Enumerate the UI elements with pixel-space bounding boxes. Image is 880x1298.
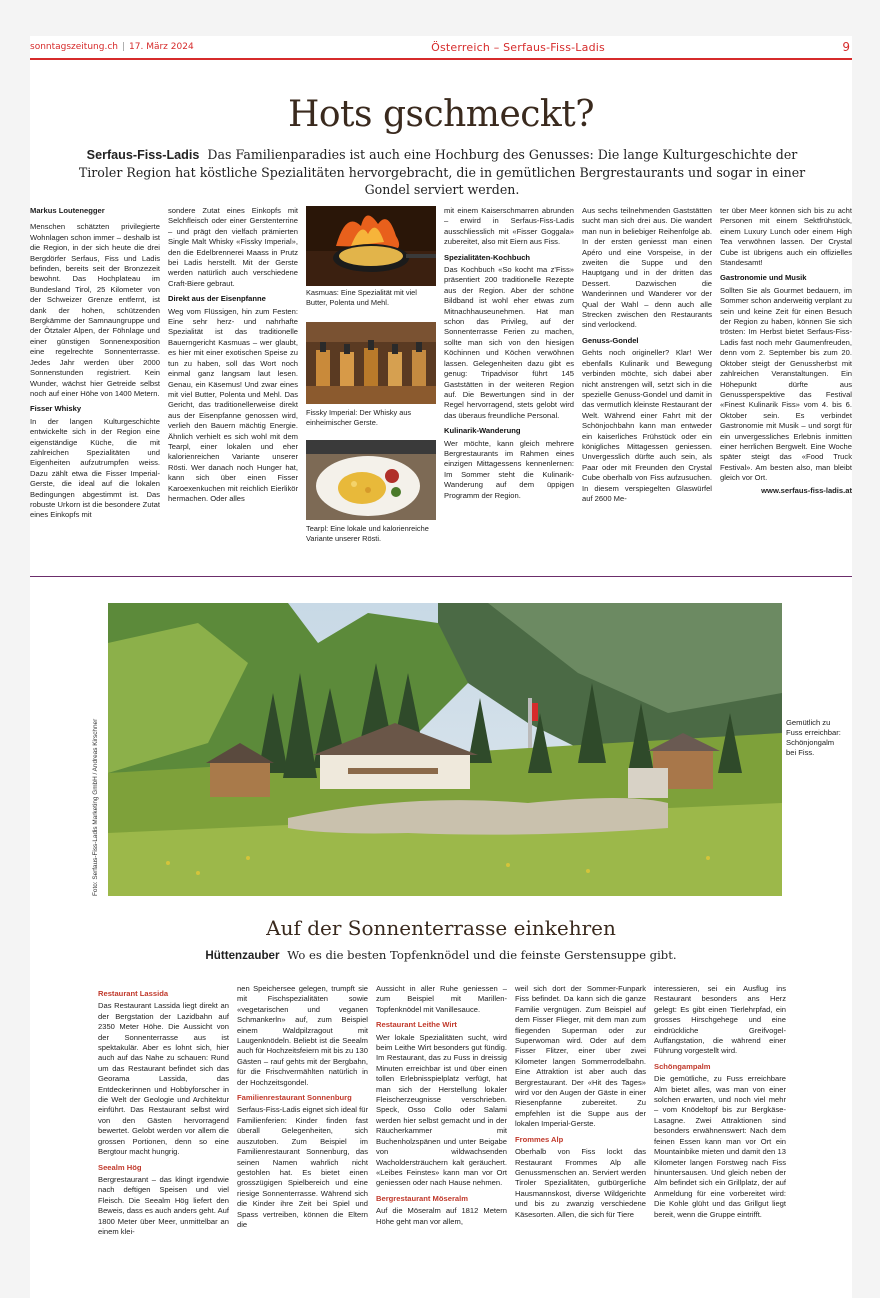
article2-column-3 xyxy=(376,984,507,1294)
subheading: Spezialitäten-Kochbuch xyxy=(444,252,531,262)
whisky-photo xyxy=(306,322,436,404)
subheading: Direkt aus der Eisenpfanne xyxy=(168,294,266,304)
photo-caption: Gemütlich zu Fuss erreichbar: Schönjongalm bei Fiss. xyxy=(786,718,841,757)
article2-column-1 xyxy=(98,984,229,1294)
subheading: Fisser Whisky xyxy=(30,404,82,414)
body-text: nen Speichersee gelegen, trumpft sie mit Fischspezialitäten sowie «vegetarischen und veganen Schmankerln» auf, zum Beispiel einem Waldpilzragout mit Laugenknödeln. Beliebt ist die Seealm auch für Hochzeitsfeiern mit bis zu 130 Gästen – rauf gehts mit der Bergbahn, für die Frischvermählten natürlich in der Hochzeitsgondel. xyxy=(237,984,368,1087)
body-text: Aussicht in aller Ruhe geniessen – zum Beispiel mit Marillen-Topfenknödel mit Vanillesauce. xyxy=(376,984,507,1014)
body-text: Aus sechs teilnehmenden Gaststätten sucht man sich drei aus. Die wandert man nun in beliebiger Reihenfolge ab. In der ersten geniesst man einen Apéro und eine Vorspeise, in der zweiten die Suppe und den Hauptgang und in der dritten das Dessert. Dazwischen die Wanderinnen und Wanderer vor der Qual der Wahl – denn auch alle Strecken zwischen den Restaurants sind verlockend. xyxy=(582,206,712,330)
restaurant-name: Bergrestaurant Möseralm xyxy=(376,1193,469,1203)
article2-column-5 xyxy=(654,984,786,1294)
body-text: Sollten Sie als Gourmet bedauern, im Sommer schon anderweitig verplant zu sein und keine Zeit für einen Besuch der Region zu haben, können Sie sich trösten: Im Herbst bietet Serfaus-Fiss-Ladis fast noch mehr Gaumenfreuden, denn vom 2. September bis zum 20. Oktober steigt der Genussherbst mit zahlreichen Veranstaltungen. Ein Höhepunkt dürfte aus Genussperspektive das Festival «Finest Kulinarik Fiss» vom 4. bis 6. Oktober sein. Es verbindet Gastronomie mit Musik – und sorgt für ein unvergessliches Erlebnis inmitten einer herrlichen Bergwelt. Eine Woche später steigt das «Food Truck Festival». Am besten also, man bleibt gleich vor Ort. xyxy=(720,285,852,483)
section-title: Österreich – Serfaus-Fiss-Ladis xyxy=(431,40,605,54)
page-header xyxy=(30,36,852,60)
alm-landscape-photo xyxy=(108,603,782,896)
article-column-6 xyxy=(720,206,852,556)
restaurant-name: Frommes Alp xyxy=(515,1134,564,1144)
body-text: Bergrestaurant – das klingt irgendwie nach deftigen Speisen und viel Fleisch. Die Seealm Hög liefert den Beweis, dass es auch anders geht. Auf 1800 Meter über Meer, unmittelbar an einem klei- xyxy=(98,1174,229,1236)
photo-credit: Foto: Serfaus-Fiss-Ladis Marketing GmbH / Andreas Kirschner xyxy=(92,718,99,896)
article2-lead xyxy=(30,948,852,962)
body-text: interessieren, sei ein Ausflug ins Restaurant besonders ans Herz gelegt: Es gibt einen Tierlehrpfad, ein grosses Hirschgehege und eine eindrückliche Greifvogel-Auffangstation, die während einer Führung vorgestellt wird. xyxy=(654,984,786,1056)
restaurant-name: Familienrestaurant Sonnenburg xyxy=(237,1093,352,1103)
restaurant-name: Schöngampalm xyxy=(654,1061,711,1071)
photo-caption: Kasmuas: Eine Spezialität mit viel Butter, Polenta und Mehl. xyxy=(306,288,417,307)
issue-date: 17. März 2024 xyxy=(129,42,194,52)
author-name: Markus Loutenegger xyxy=(30,206,105,215)
body-text: Wer möchte, kann gleich mehrere Bergrestaurants im Rahmen eines einzigen Mittagessens kennenlernen: Im Sommer steht die Kulinarik-Wanderung auf dem üppigen Programm der Region. xyxy=(444,438,574,500)
body-text: In der langen Kulturgeschichte entwickelte sich in der Region eine eigenständige Küche, die mit zahlreichen Spezialitäten und Eigenheiten aufzutrumpfen weiss. Dazu zählt etwa die Fisser Imperial-Gerste, die ideal auf die lokalen Bedingungen abgestimmt ist. Das robuste Urkorn ist die besondere Zutat eines Einkopfs mit xyxy=(30,416,160,520)
article-column-1 xyxy=(30,206,160,556)
subheading: Kulinarik-Wanderung xyxy=(444,426,521,436)
restaurant-name: Restaurant Lassida xyxy=(98,989,169,998)
newspaper-page xyxy=(30,36,852,1298)
photo-caption: Fissky Imperial: Der Whisky aus einheimischer Gerste. xyxy=(306,408,412,427)
website-link[interactable]: www.serfaus-fiss-ladis.at xyxy=(761,485,852,495)
article2-column-2 xyxy=(237,984,368,1294)
article-lead xyxy=(66,146,818,198)
subheading: Gastronomie und Musik xyxy=(720,273,807,283)
body-text: Die gemütliche, zu Fuss erreichbare Alm bietet alles, was man von einer solchen erwarten, und noch viel mehr – vom Knödeltopf bis zur Bergkäse-Lasagne. Zwei Attraktionen sind besonders erwähnenswert: Nach dem feinen Essen kann man vor Ort ein Mountainbike mieten und damit den 13 Kilometer langen Forstweg nach Fiss hinuntersausen. Und gleich neben der Alm befindet sich ein Grillplatz, der auf Anmeldung für eine vorbereitet wird: Die Kohle glüht und das Grillgut liegt bereit, wenn die Gruppe eintrifft. xyxy=(654,1074,786,1219)
body-text: Das Kochbuch «So kocht ma z'Fiss» präsentiert 200 traditionelle Rezepte aus der Region. Aber der schöne Bildband ist wohl eher etwas zum Mitnachhauseunehmen. Hat man schon das Privileg, auf der Sonnenterrasse Ferien zu machen, sollte man sich von den hiesigen Köchinnen und Köchen verwöhnen lassen. Gelegenheiten dazu gibt es genug: Tripadvisor führt 145 Gaststätten in der weiteren Region auf. Die Bewertungen sind in der Regel hervorragend, stets gelobt wird das überaus freundliche Personal. xyxy=(444,265,574,420)
body-text: Weg vom Flüssigen, hin zum Festen: Eine sehr herz- und nahrhafte Spezialität ist das traditionelle Bauerngericht Kasmuas – wer glaubt, es hier mit einer exotischen Speise zu tun zu haben, soll das Wort noch einmal ganz langsam laut lesen. Genau, ein Käsemus! Und zwar eines mit viel Butter, Polenta und Mehl. Das Gericht, das traditionellerweise direkt aus der Eisenpfanne genossen wird, verlieh den Bauern mächtig Energie. Ähnlich verhielt es sich wohl mit dem Tearpl, einer lokalen und eher kalorienreichen Variante unserer Rösti. Wer danach noch Hunger hat, kann sich über einen Fisser Karoexenkuchen mit reichlich Eierlikör hermachen. Oder alles xyxy=(168,306,298,503)
lead-text: Das Familienparadies ist auch eine Hochburg des Genusses: Die lange Kulturgeschichte der Tiroler Region hat köstliche Spezialitäten hervorgebracht, die in gemütlichen Bergrestaurants und sogar in einer Gondel serviert werden. xyxy=(78,147,806,197)
article2-column-4 xyxy=(515,984,646,1294)
article-title: Hots gschmeckt? xyxy=(287,94,594,135)
body-text: Gehts noch origineller? Klar! Wer ebenfalls Kulinarik und Bewegung verbinden möchte, sich dabei aber nicht anstrengen will, setzt sich in die spezielle Genuss-Gondel und damit in das vermutlich kleinste Restaurant der Welt. Während einer Fahrt mit der Schönjochbahn kann man entweder ein kaiserliches Frühstück oder ein königliches Mittagessen geniessen. Unvergesslich dürfte auch sein, als Paar oder mit Freunden den Crystal Cube oberhalb von Fiss aufzusuchen. In diesem verspiegelten Glaswürfel auf 2600 Me- xyxy=(582,348,712,503)
section-divider xyxy=(30,576,852,577)
kasmuas-photo xyxy=(306,206,436,286)
article2-title: Auf der Sonnenterrasse einkehren xyxy=(266,916,616,940)
restaurant-name: Seealm Hög xyxy=(98,1162,142,1172)
lead-text: Wo es die besten Topfenknödel und die feinste Gerstensuppe gibt. xyxy=(287,948,677,962)
body-text: Menschen schätzten privilegierte Wohnlagen schon immer – deshalb ist die Region, in der sich heute die drei Bergdörfer Serfaus, Fiss und Ladis befinden, bereits seit der Bronzezeit bewohnt. Das Hochplateau im Bundesland Tirol, 25 Kilometer von der Schweizer Grenze entfernt, ist dank der hohen, schützenden Bergkämme der Samnaungruppe und der Ötztaler Alpen, der Föhnlage und einer günstigen Sonnenexposition eine regelrechte Sonnenterrasse. Jedes Jahr werden über 2000 Sonnenstunden registriert. Kein Wunder, wächst hier Getreide selbst noch auf einer Höhe von 1400 Metern. xyxy=(30,222,160,398)
body-text: sondere Zutat eines Einkopfs mit Selchfleisch oder einer Gerstenterrine – und prägt den vielfach prämierten Single Malt Whisky «Fissky Imperial», den die Edelbrennerei Maass in Prutz bei Ladis herstellt. Mit der Gerste werden natürlich auch verschiedene Craft-Biere gebraut. xyxy=(168,206,298,288)
body-text: ter über Meer können sich bis zu acht Personen mit einem Sektfrühstück, einem Luxury Lunch oder einem High Tea verwöhnen lassen. Der Crystal Cube ist übrigens auch ein offizielles Standesamt! xyxy=(720,206,852,268)
body-text: mit einem Kaiserschmarren abrunden – erwird in Serfaus-Fiss-Ladis ausschliesslich mit «Fisser Goggala» zubereitet, also mit Eiern aus Fiss. xyxy=(444,206,574,247)
article-column-2 xyxy=(168,206,298,556)
body-text: weil sich dort der Sommer-Funpark Fiss befindet. Da kann sich die ganze Familie vergnügen. Zum Beispiel auf dem Fisser Flieger, mit dem man zum fliegenden Superman oder zur Superwoman wird. Oder auf dem Fisser Flitzer, einer über zwei Kilometer langen Sommerrodelbahn. Eine Attraktion ist aber auch das Bergrestaurant. Der «Hit des Tages» wird vor den Augen der Gäste in einer Riesenpfanne zubereitet. Zu empfehlen ist die Suppe aus der lokalen Imperial-Gerste. xyxy=(515,984,646,1129)
body-text: Oberhalb von Fiss lockt das Restaurant Frommes Alp alle Genussmenschen an. Serviert werden Tiroler Spezialitäten, gutbürgerliche Hausmannskost, diverse Wildgerichte und bis zu zwanzig verschiedene Käsesorten. Allen, die sich für Tiere xyxy=(515,1147,646,1219)
article-column-5 xyxy=(582,206,712,556)
paper-name[interactable]: sonntagszeitung.ch xyxy=(30,42,118,52)
body-text: Wer lokale Spezialitäten sucht, wird beim Leithe Wirt besonders gut fündig. Im Restaurant, das zu Fuss in dreissig Minuten erreichbar ist und über einen tollen Erlebnisspielplatz verfügt, hat man sich der Herstellung lokaler Fleischerzeugnisse verschrieben. Speck, Osso Collo oder Salami werden hier selbst gemacht und in der Räucherkammer mit Buchenholzspänen und unter Beigabe von wildwachsenden Wacholdersträuchern kalt geräuchert. «Leibes Feinstes» kann man vor Ort geniessen oder nach Hause nehmen. xyxy=(376,1032,507,1188)
body-text: Auf die Möseralm auf 1812 Metern Höhe geht man vor allem, xyxy=(376,1206,507,1226)
header-left: sonntagszeitung.ch | 17. März 2024 xyxy=(30,42,194,52)
article-column-4 xyxy=(444,206,574,556)
body-text: Serfaus-Fiss-Ladis eignet sich ideal für Familienferien: Kinder finden fast überall Gelegenheiten, sich auszutoben. Zum Beispiel im Familienrestaurant Sonnenburg, das seinen Namen wahrlich nicht gestohlen hat. Es bietet einen grosszügigen Spielbereich und eine riesige Sonnenterrasse. Während sich die Kinder ihre Zeit bei Spiel und Spass vertreiben, können die Eltern die xyxy=(237,1105,368,1229)
page-number: 9 xyxy=(842,40,850,54)
lead-kicker: Serfaus-Fiss-Ladis xyxy=(86,148,200,162)
restaurant-name: Restaurant Leithe Wirt xyxy=(376,1020,457,1030)
body-text: Das Restaurant Lassida liegt direkt an der Bergstation der Lazidbahn auf 2350 Meter Höhe. Die Aussicht von der Sonnenterrasse aus ist spektakulär. Aber es lohnt sich, hier auch auf das Nahe zu schauen: Rund um das Restaurant befindet sich das Georama Lassida, das Entdeckerinnen und Hobbyforscher in die Welt der Geologie und Architektur einführt. Das Restaurant selbst wird von den Gästen hervorragend bewertet. Gelobt werden vor allem die grossen Portionen, denn so eine Bergtour macht hungrig. xyxy=(98,1001,229,1157)
tearpl-photo xyxy=(306,440,436,520)
subheading: Genuss-Gondel xyxy=(582,335,639,345)
photo-caption: Tearpl: Eine lokale und kalorienreiche Variante unserer Rösti. xyxy=(306,524,429,543)
lead-kicker: Hüttenzauber xyxy=(205,949,280,962)
